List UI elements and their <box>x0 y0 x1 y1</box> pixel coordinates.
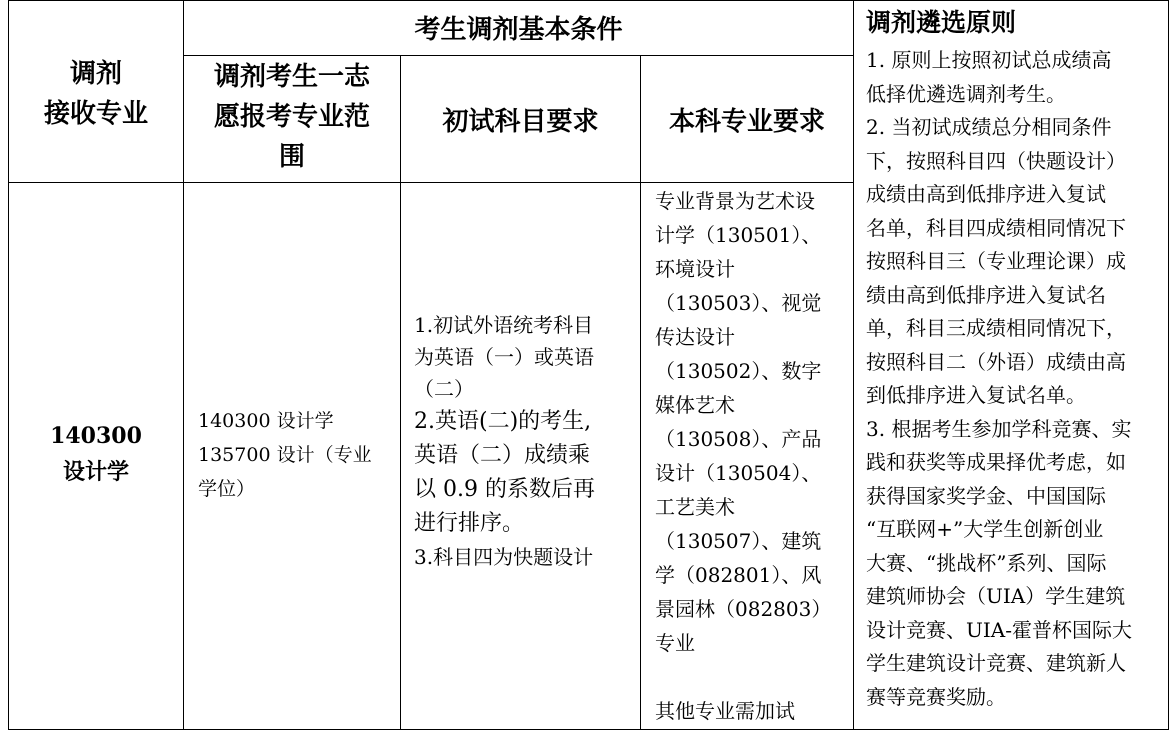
principle-line: 到低排序进入复试名单。 <box>866 383 1086 407</box>
header-undergrad-major-req <box>641 56 853 182</box>
header-bottom-divider <box>8 182 853 183</box>
header-first-choice-range <box>184 57 400 177</box>
principle-line: 成绩由高到低排序进入复试 <box>866 182 1106 206</box>
header-selection-principle-text: 调剂遴选原则 <box>866 8 1017 37</box>
exam-req-line: 为英语（一）或英语 <box>414 345 594 369</box>
col-divider-4 <box>853 0 854 730</box>
exam-req-line: （二） <box>414 377 474 401</box>
principle-line: 建筑师协会（UIA）学生建筑 <box>866 584 1126 608</box>
cell-exam-subject-req <box>414 309 640 573</box>
exam-req-line: 英语（二）成绩乘 <box>414 443 591 468</box>
header-first-choice-range-line2: 愿报考专业范 <box>213 102 370 132</box>
principle-line: 绩由高到低排序进入复试名 <box>866 282 1106 307</box>
undergrad-req-line: 计学（130501）、 <box>655 223 822 247</box>
right-column-top <box>853 0 1169 1</box>
principle-line: 按照科目二（外语）成绩由高 <box>866 349 1126 374</box>
undergrad-req-line: 环境设计 <box>655 257 735 281</box>
exam-req-line: 以 0.9 的系数后再 <box>414 477 595 502</box>
undergrad-req-line: （130502）、数字 <box>655 359 822 383</box>
undergrad-req-line <box>655 660 851 694</box>
header-exam-subject-req <box>401 56 640 182</box>
cell-first-choice-line: 135700 设计（专业 <box>198 444 372 466</box>
undergrad-req-line: 学（082801）、风 <box>655 563 822 587</box>
header-selection-principle <box>866 6 1166 40</box>
principle-line: 3. 根据考生参加学科竞赛、实 <box>866 416 1132 441</box>
undergrad-req-line: 其他专业需加试 <box>655 699 795 723</box>
cell-receiving-major-name: 设计学 <box>62 459 129 485</box>
table-border-right <box>1168 0 1169 730</box>
principle-line: 践和获奖等成果择优考虑，如 <box>866 450 1126 474</box>
principle-line: 低择优遴选调剂考生。 <box>866 81 1066 106</box>
undergrad-req-line: 媒体艺术 <box>655 393 735 417</box>
undergrad-req-line: 景园林（082803） <box>655 597 832 621</box>
undergrad-req-line: 设计（130504）、 <box>655 461 822 485</box>
principle-line: 设计竞赛、UIA-霍普杯国际大 <box>866 617 1132 642</box>
undergrad-req-line: 专业 <box>655 631 695 655</box>
header-exam-subject-req-text: 初试科目要求 <box>442 106 599 137</box>
undergrad-req-line: 传达设计 <box>655 325 735 349</box>
undergrad-req-line: （130507）、建筑 <box>655 529 822 553</box>
cell-first-choice-range <box>198 404 398 506</box>
header-receiving-major-line2: 接收专业 <box>43 99 148 129</box>
header-group-title <box>184 0 853 55</box>
header-undergrad-major-req-text: 本科专业要求 <box>668 106 825 137</box>
principle-line: 赛等竞赛奖励。 <box>866 684 1006 709</box>
principle-line: 获得国家奖学金、中国国际 <box>866 483 1106 508</box>
cell-first-choice-line: 学位） <box>198 478 256 500</box>
header-first-choice-range-line1: 调剂考生一志 <box>213 62 370 92</box>
header-first-choice-range-line3: 围 <box>278 142 305 172</box>
principle-line: 名单，科目四成绩相同情况下 <box>866 215 1126 240</box>
principle-line: 学生建筑设计竞赛、建筑新人 <box>866 651 1126 675</box>
principle-line: 下，按照科目四（快题设计） <box>866 148 1126 173</box>
cell-selection-principle <box>866 44 1166 714</box>
header-group-title-text: 考生调剂基本条件 <box>414 15 623 45</box>
principle-line: 大赛、“挑战杯”系列、国际 <box>866 550 1107 575</box>
undergrad-req-line: （130508）、产品 <box>655 427 822 451</box>
cell-first-choice-line: 140300 设计学 <box>198 410 334 432</box>
principle-line: 1. 原则上按照初试总成绩高 <box>866 48 1112 72</box>
exam-req-line: 进行排序。 <box>414 511 525 536</box>
exam-req-line: 3.科目四为快题设计 <box>414 545 594 569</box>
undergrad-req-line: （130503）、视觉 <box>655 291 822 315</box>
principle-line: “互联网+”大学生创新创业 <box>866 517 1104 541</box>
cell-receiving-major-code: 140300 <box>50 423 142 449</box>
cell-receiving-major <box>9 418 183 490</box>
principle-line: 按照科目三（专业理论课）成 <box>866 249 1126 273</box>
exam-req-line: 1.初试外语统考科目 <box>414 313 594 337</box>
exam-req-line: 2.英语(二)的考生, <box>414 409 592 434</box>
undergrad-req-line: 工艺美术 <box>655 495 735 519</box>
header-receiving-major <box>9 54 183 134</box>
header-receiving-major-line1: 调剂 <box>69 59 122 89</box>
undergrad-req-line: 专业背景为艺术设 <box>655 189 815 213</box>
cell-undergrad-major-req <box>655 184 851 728</box>
principle-line: 单，科目三成绩相同情况下， <box>866 316 1126 340</box>
principle-line: 2. 当初试成绩总分相同条件 <box>866 115 1112 139</box>
